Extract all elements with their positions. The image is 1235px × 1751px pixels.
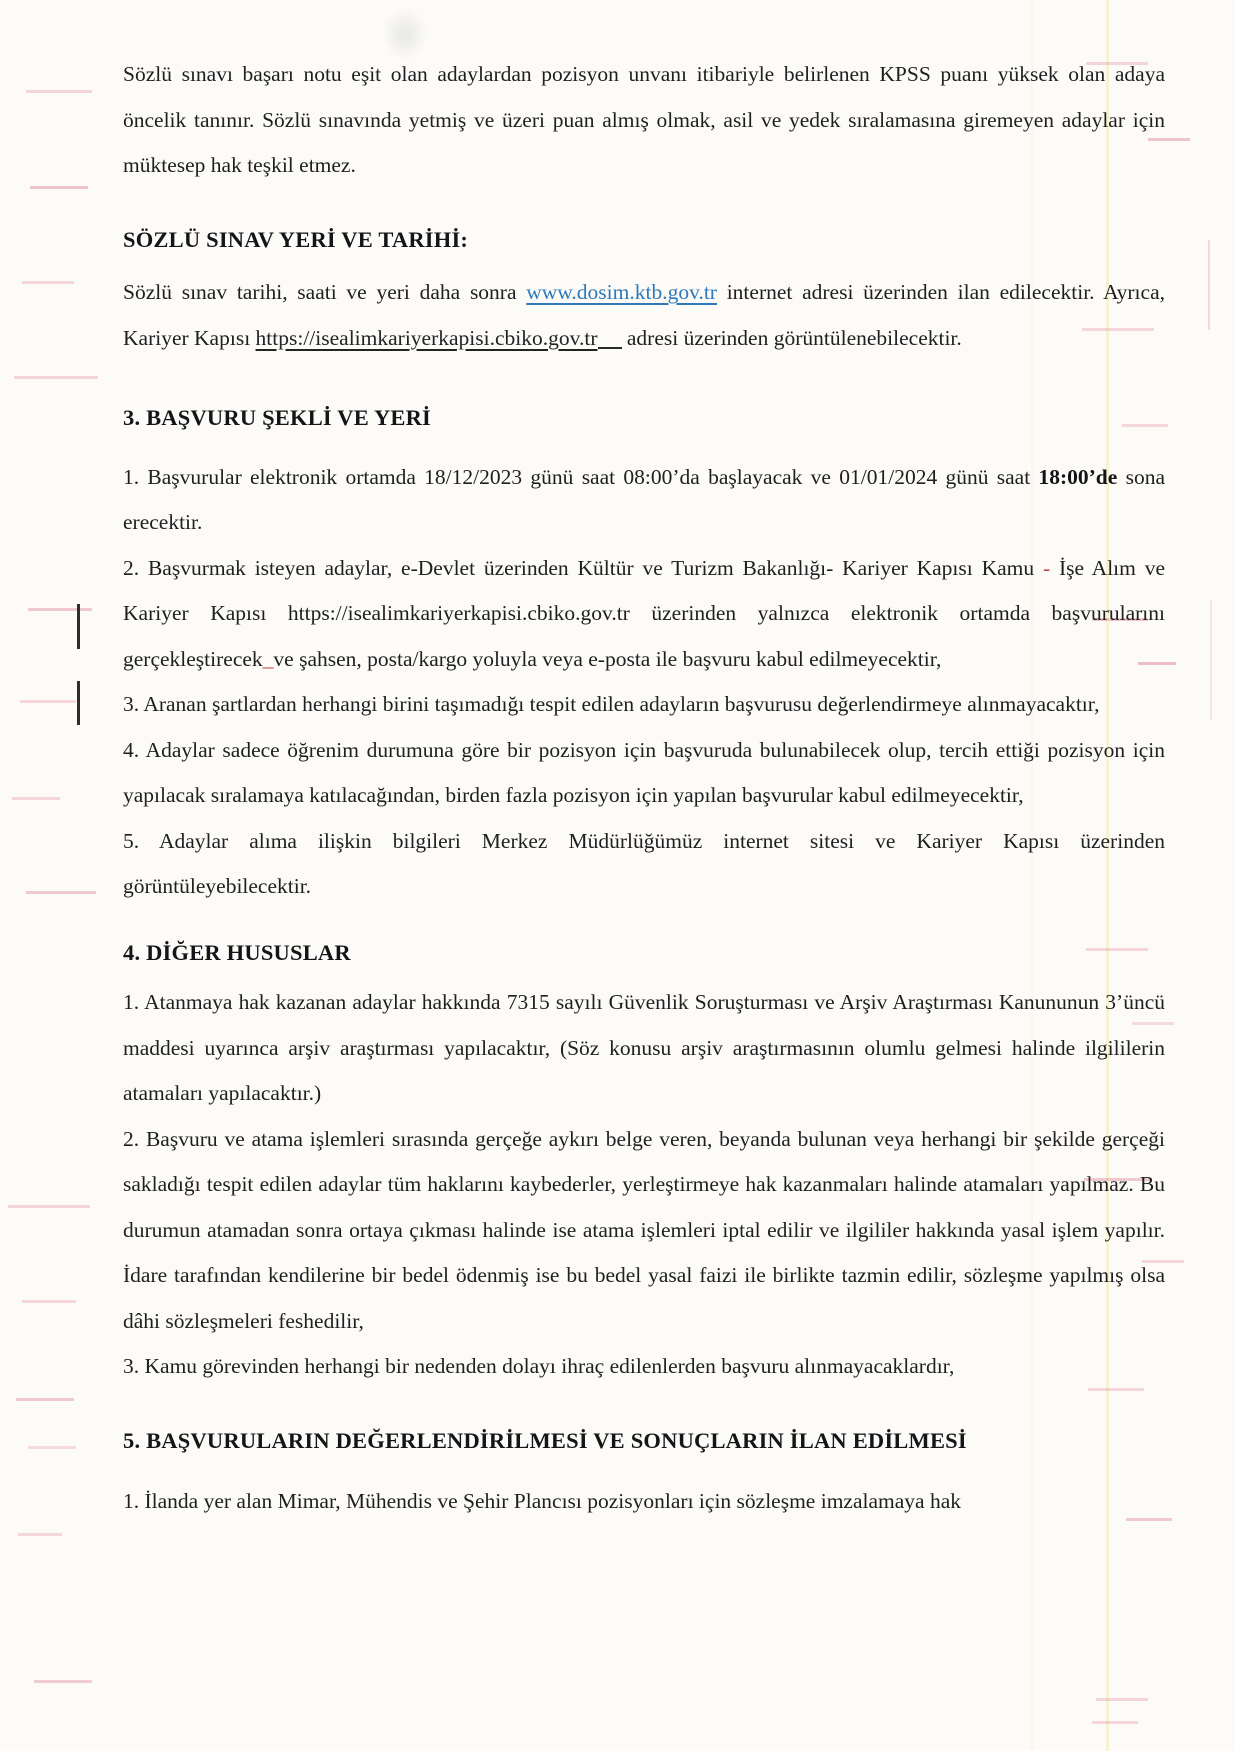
- red-correction-dash: -: [1042, 555, 1051, 580]
- application-item-5: [123, 819, 1165, 910]
- application-item-4: [123, 728, 1165, 819]
- item-text: 1. Atanmaya hak kazanan adaylar hakkında 7315 sayılı Güvenlik Soruşturması ve Arşiv Araştırması Kanununun 3’üncü maddesi uyarınca arşiv araştırması yapılacaktır, (Söz konusu arşiv araştırmasının olumlu gelmesi halinde ilgililerin atamaları yapılacaktır.): [123, 990, 1165, 1105]
- revision-bar: [77, 681, 80, 725]
- application-item-2: [123, 546, 1165, 683]
- exam-text-1: Sözlü sınav tarihi, saati ve yeri daha sonra: [123, 280, 527, 304]
- heading-diger-hususlar: [123, 930, 1165, 976]
- paragraph-intro: [123, 52, 1165, 189]
- item-text: İşe Alım ve Kariyer Kapısı https://isealimkariyerkapisi.cbiko.gov.tr üzerinden yalnızca elektronik ortamda başvurularını gerçekleştirecek: [123, 555, 1165, 671]
- heading-sozlu-sinav-yeri: [123, 217, 1165, 263]
- application-item-1: [123, 455, 1165, 546]
- item-text: 3. Aranan şartlardan herhangi birini taşımadığı tespit edilen adayların başvurusu değerlendirmeye alınmayacaktır,: [123, 692, 1100, 716]
- other-item-1: [123, 980, 1165, 1117]
- document-body: [123, 0, 1165, 1525]
- heading-text: 4. DİĞER HUSUSLAR: [123, 939, 351, 965]
- item-text: 1. Başvurular elektronik ortamda 18/12/2023 günü saat 08:00’da başlayacak ve 01/01/2024 günü saat: [123, 464, 1039, 489]
- link-kariyer-kapisi[interactable]: https://isealimkariyerkapisi.cbiko.gov.tr: [255, 325, 598, 350]
- item-text: 3. Kamu görevinden herhangi bir nedenden dolayı ihraç edilenlerden başvuru alınmayacaklardır,: [123, 1354, 955, 1378]
- item-text: 4. Adaylar sadece öğrenim durumuna göre bir pozisyon için başvuruda bulunabilecek olup, tercih ettiği pozisyon için yapılacak sıralamaya katılacağından, birden fazla pozisyon için yapılan başvurular kabul edilmeyecektir,: [123, 737, 1165, 807]
- heading-text: SÖZLÜ SINAV YERİ VE TARİHİ:: [123, 226, 469, 252]
- heading-text: 3. BAŞVURU ŞEKLİ VE YERİ: [123, 405, 432, 430]
- other-item-2: [123, 1117, 1165, 1345]
- red-correction-underscore: _: [262, 646, 274, 671]
- bold-deadline-time: 18:00’de: [1038, 464, 1118, 489]
- paragraph-exam-info: [123, 270, 1165, 361]
- item-text: 2. Başvurmak isteyen adaylar, e-Devlet üzerinden Kültür ve Turizm Bakanlığı- Kariyer Kapısı Kamu: [123, 555, 1043, 580]
- item-text: 2. Başvuru ve atama işlemleri sırasında gerçeğe aykırı belge veren, beyanda bulunan veya herhangi bir şekilde gerçeği sakladığı tespit edilen adaylar tüm haklarını kaybederler, yerleştirmeye hak kazanmaları halinde atamaları yapılmaz. Bu durumun atamadan sonra ortaya çıkması halinde ise atama işlemleri iptal edilir ve ilgililer hakkında yasal işlem yapılır. İdare tarafından kendilerine bir bedel ödenmiş ise bu bedel yasal faizi ile birlikte tazmin edilir, sözleşme yapılmış olsa dâhi sözleşmeleri feshedilir,: [123, 1126, 1165, 1333]
- link-dosim[interactable]: www.dosim.ktb.gov.tr: [526, 280, 717, 304]
- other-item-3: [123, 1344, 1165, 1390]
- item-text: ve şahsen, posta/kargo yoluyla veya e-posta ile başvuru kabul edilmeyecektir,: [273, 646, 942, 671]
- evaluation-item-1: [123, 1479, 1165, 1525]
- underline-gap: [598, 347, 622, 349]
- item-text: 1. İlanda yer alan Mimar, Mühendis ve Şehir Plancısı pozisyonları için sözleşme imzalamaya hak: [123, 1489, 961, 1513]
- heading-text: 5. BAŞVURULARIN DEĞERLENDİRİLMESİ VE SONUÇLARIN İLAN EDİLMESİ: [123, 1427, 967, 1453]
- intro-text: Sözlü sınavı başarı notu eşit olan adaylardan pozisyon unvanı itibariyle belirlenen KPSS puanı yüksek olan adaya öncelik tanınır. Sözlü sınavında yetmiş ve üzeri puan almış olmak, asil ve yedek sıralamasına giremeyen adaylar için müktesep hak teşkil etmez.: [123, 62, 1165, 177]
- heading-basvurularin-degerlendirilmesi: [123, 1418, 1165, 1464]
- exam-text-3: adresi üzerinden görüntülenebilecektir.: [621, 325, 962, 350]
- revision-bar: [77, 604, 80, 649]
- application-item-3: [123, 682, 1165, 728]
- heading-basvuru-sekli: [123, 395, 1165, 441]
- item-text: sona erecektir.: [123, 464, 1165, 534]
- item-text: 5. Adaylar alıma ilişkin bilgileri Merkez Müdürlüğümüz internet sitesi ve Kariyer Kapısı üzerinden görüntüleyebilecektir.: [123, 828, 1165, 898]
- exam-text-2: internet adresi üzerinden ilan edilecektir. Ayrıca, Kariyer Kapısı: [123, 280, 1165, 350]
